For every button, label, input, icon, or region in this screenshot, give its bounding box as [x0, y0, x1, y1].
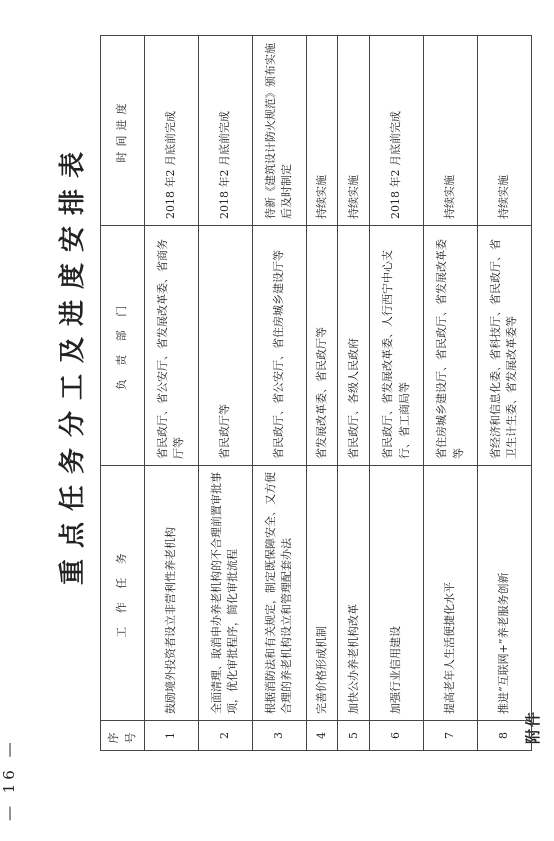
row-schedule: 2018 年2 月底前完成 [145, 36, 199, 226]
row-index: 4 [306, 721, 338, 751]
schedule-table [100, 35, 532, 751]
row-index: 5 [338, 721, 370, 751]
row-dept: 省住房城乡建设厅、省民政厅、省发展改革委等 [424, 226, 478, 466]
header-schedule: 时间进度 [101, 36, 145, 226]
row-task: 鼓励境外投资者设立非营利性养老机构 [145, 466, 199, 721]
row-index: 2 [198, 721, 252, 751]
row-dept: 省民政厅等 [198, 226, 252, 466]
row-schedule: 持续实施 [477, 36, 531, 226]
header-dept: 负 责 部 门 [101, 226, 145, 466]
table-row [477, 36, 531, 751]
row-dept: 省发展改革委、省民政厅等 [306, 226, 338, 466]
row-dept: 省民政厅、各级人民政府 [338, 226, 370, 466]
row-index: 6 [370, 721, 424, 751]
row-schedule: 持续实施 [338, 36, 370, 226]
table-row [306, 36, 338, 751]
table-row [370, 36, 424, 751]
row-schedule: 待新《建筑设计防火规范》颁布实施后及时制定 [252, 36, 306, 226]
row-schedule: 2018 年2 月底前完成 [370, 36, 424, 226]
row-dept: 省民政厅、省公安厅、省住房城乡建设厅等 [252, 226, 306, 466]
row-task: 加强行业信用建设 [370, 466, 424, 721]
row-index: 8 [477, 721, 531, 751]
row-schedule: 持续实施 [424, 36, 478, 226]
row-index: 7 [424, 721, 478, 751]
table-row [424, 36, 478, 751]
table-row [338, 36, 370, 751]
header-task: 工 作 任 务 [101, 466, 145, 721]
row-task: 推进“互联网+”养老服务创新 [477, 466, 531, 721]
row-task: 根据消防法和有关规定，制定既保障安全、又方便合理的养老机构设立和管理配套办法 [252, 466, 306, 721]
table-row [198, 36, 252, 751]
row-index: 3 [252, 721, 306, 751]
table-header-row [101, 36, 145, 751]
attachment-label: 附件 [524, 709, 542, 744]
page-title: 重点任务分工及进度安排表 [58, 141, 88, 586]
row-dept: 省经济和信息化委、省科技厅、省民政厅、省卫生计生委、省发展改革委等 [477, 226, 531, 466]
row-task: 加快公办养老机构改革 [338, 466, 370, 721]
row-task: 完善价格形成机制 [306, 466, 338, 721]
row-dept: 省民政厅、省公安厅、省发展改革委、省商务厅等 [145, 226, 199, 466]
row-schedule: 2018 年2 月底前完成 [198, 36, 252, 226]
row-index: 1 [145, 721, 199, 751]
page-number: — 16 — [0, 738, 18, 821]
row-schedule: 持续实施 [306, 36, 338, 226]
row-task: 提高老年人生活便捷化水平 [424, 466, 478, 721]
table-row [145, 36, 199, 751]
row-task: 全面清理、取消申办养老机构的不合理前置审批事项，优化审批程序，简化审批流程 [198, 466, 252, 721]
row-dept: 省民政厅、省发展改革委、人行西宁中心支行、省工商局等 [370, 226, 424, 466]
table-row [252, 36, 306, 751]
header-index: 序号 [101, 721, 145, 751]
